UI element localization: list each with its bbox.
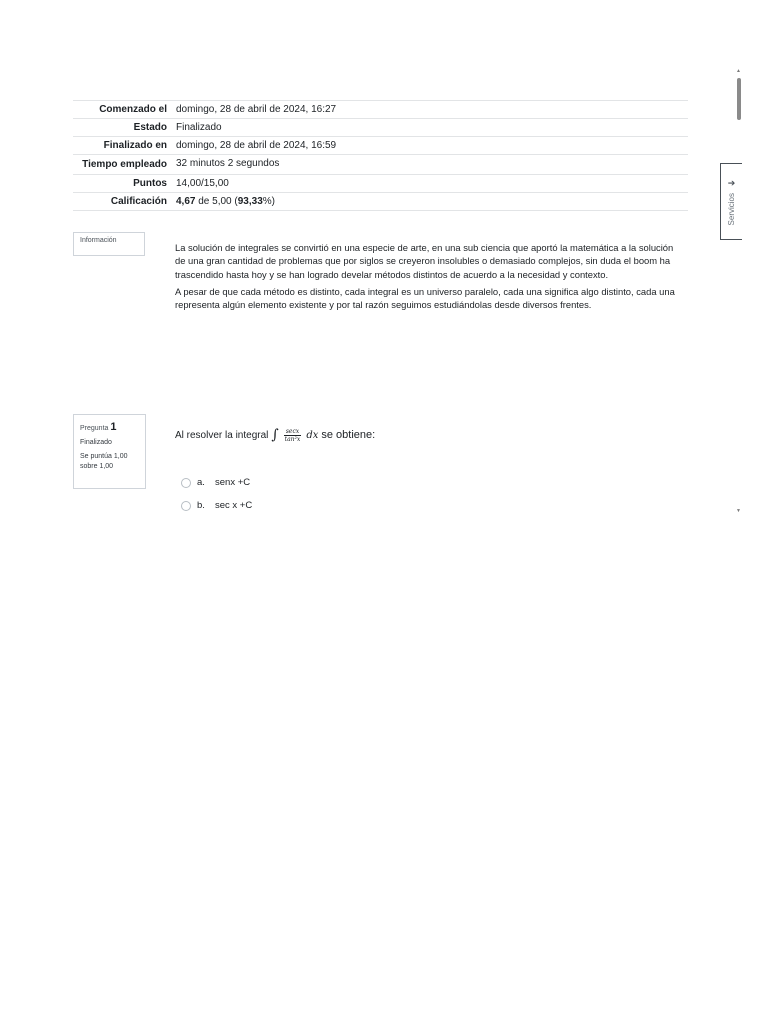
question-suffix: se obtiene: bbox=[321, 429, 376, 441]
summary-label: Calificación bbox=[110, 196, 167, 207]
radio-button[interactable] bbox=[181, 478, 191, 488]
differential: dx bbox=[306, 429, 319, 441]
summary-row-time bbox=[73, 154, 688, 174]
option-letter: a. bbox=[197, 477, 205, 488]
option-text: sec x +C bbox=[215, 500, 253, 511]
services-drawer-toggle[interactable] bbox=[720, 163, 742, 240]
summary-label: Puntos bbox=[133, 178, 167, 189]
summary-value: 4,67 de 5,00 (93,33%) bbox=[176, 196, 275, 207]
summary-label: Finalizado en bbox=[103, 140, 167, 151]
fraction-numerator: secx bbox=[285, 427, 300, 435]
information-paragraph: A pesar de que cada método es distinto, cada integral es un universo paralelo, cada una significa algo distinto, cada una representa algún elemento existente y por tal razón seguimos estudiándolas desde diversos frentes. bbox=[175, 285, 675, 311]
answer-option-b[interactable] bbox=[181, 500, 252, 511]
information-box bbox=[73, 232, 145, 256]
fraction bbox=[283, 428, 303, 443]
information-paragraph: La solución de integrales se convirtió en una especie de arte, en una sub ciencia que aportó la matemática a la solución de una gran cantidad de problemas que por siglos se creyeron insolubles o demasiado complejos, sin duda el boom ha trascendido hasta hoy y se han logrado develar métodos distintos de acuerdo a la necesidad y contexto. bbox=[175, 242, 674, 280]
grade-percent: 93,33 bbox=[237, 196, 263, 207]
grade-of: de 5,00 bbox=[198, 196, 232, 207]
fraction-denominator: tan²x bbox=[284, 435, 301, 443]
integral-formula bbox=[271, 427, 318, 443]
question-heading bbox=[80, 421, 139, 433]
option-text: senx +C bbox=[215, 477, 251, 488]
summary-value: domingo, 28 de abril de 2024, 16:27 bbox=[176, 104, 337, 115]
summary-value: 32 minutos 2 segundos bbox=[176, 158, 280, 169]
summary-label: Comenzado el bbox=[99, 104, 167, 115]
summary-value: domingo, 28 de abril de 2024, 16:59 bbox=[176, 140, 337, 151]
summary-label: Estado bbox=[133, 122, 167, 133]
scroll-down-arrow-icon[interactable]: ▼ bbox=[736, 508, 741, 514]
summary-row-state bbox=[73, 118, 688, 136]
grade-score: 4,67 bbox=[176, 196, 196, 207]
question-title: Pregunta bbox=[80, 425, 109, 432]
integral-sign: ∫ bbox=[271, 427, 279, 443]
summary-value: 14,00/15,00 bbox=[176, 178, 229, 189]
summary-label: Tiempo empleado bbox=[82, 159, 167, 170]
question-text bbox=[175, 427, 375, 443]
question-grade: Se puntúa 1,00 sobre 1,00 bbox=[80, 453, 128, 470]
summary-row-grade bbox=[73, 192, 688, 211]
summary-row-points bbox=[73, 174, 688, 192]
question-prompt: Al resolver la integral bbox=[175, 429, 269, 441]
arrow-right-icon: ➔ bbox=[727, 177, 736, 188]
information-text bbox=[175, 241, 680, 315]
summary-row-finished bbox=[73, 136, 688, 154]
scrollbar-thumb[interactable] bbox=[737, 78, 741, 120]
scroll-up-arrow-icon[interactable]: ▲ bbox=[736, 68, 741, 74]
question-number: 1 bbox=[110, 421, 117, 433]
question-state: Finalizado bbox=[80, 439, 112, 446]
information-label: Información bbox=[80, 237, 117, 244]
answer-option-a[interactable] bbox=[181, 477, 250, 488]
summary-value: Finalizado bbox=[176, 122, 222, 133]
summary-row-started bbox=[73, 100, 688, 118]
option-letter: b. bbox=[197, 500, 205, 511]
question-info-box bbox=[73, 414, 146, 489]
radio-button[interactable] bbox=[181, 501, 191, 511]
services-label: Servicios bbox=[727, 192, 736, 226]
attempt-summary-table bbox=[73, 100, 688, 211]
